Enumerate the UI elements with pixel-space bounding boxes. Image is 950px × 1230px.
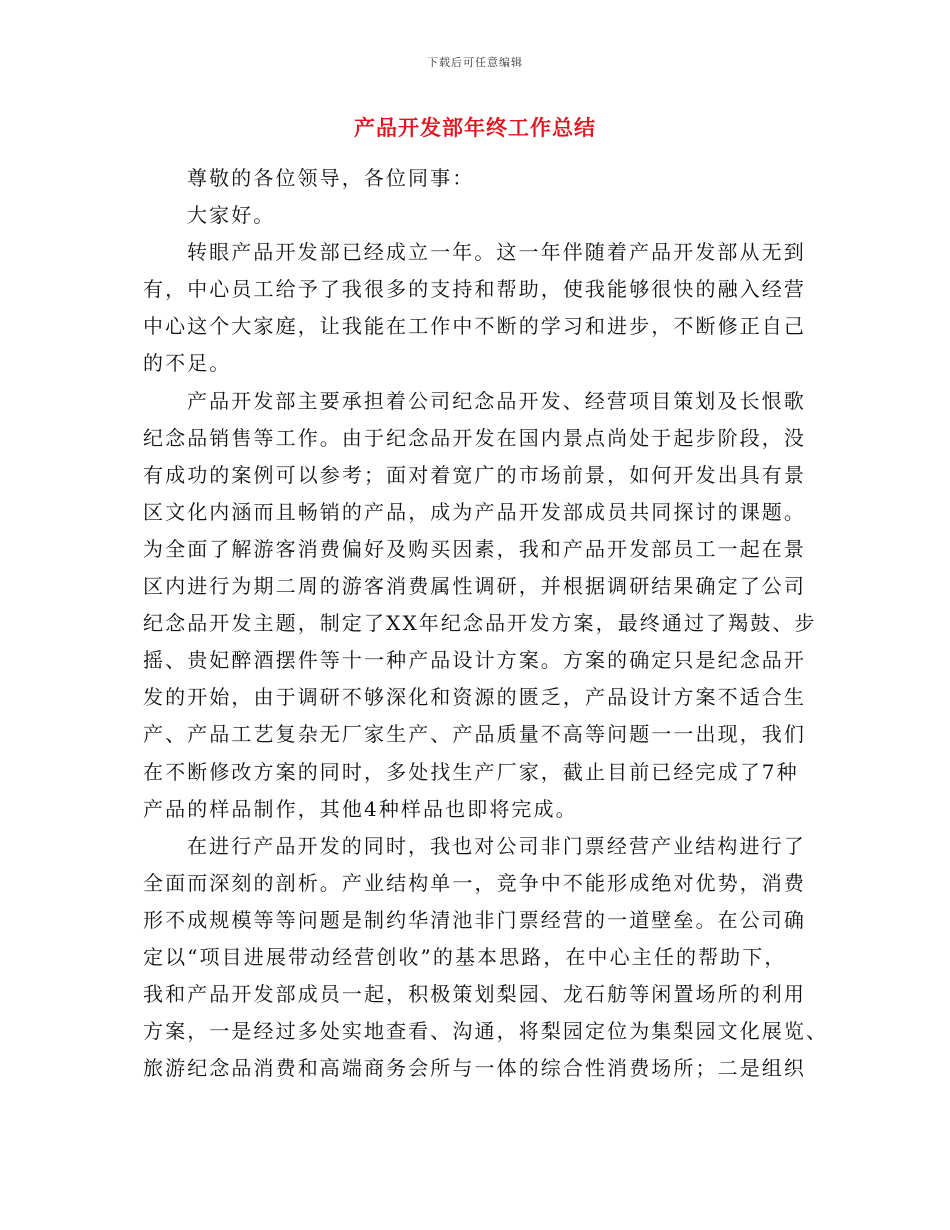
text-line: 区内进行为期二周的游客消费属性调研，并根据调研结果确定了公司 [143, 574, 806, 599]
text-line: 中心这个大家庭，让我能在工作中不断的学习和进步，不断修正自己 [143, 314, 806, 339]
text-line: 区文化内涵而且畅销的产品，成为产品开发部成员共同探讨的课题。 [143, 499, 806, 524]
text-line: 摇、贵妃醉酒摆件等十一种产品设计方案。方案的确定只是纪念品开 [143, 648, 806, 673]
text-line: 在不断修改方案的同时，多处找生产厂家，截止目前已经完成了7种 [143, 759, 799, 784]
text-line: 旅游纪念品消费和高端商务会所与一体的综合性消费场所；二是组织 [143, 1056, 806, 1081]
text-line: 有，中心员工给予了我很多的支持和帮助，使我能够很快的融入经营 [143, 277, 806, 302]
document-title: 产品开发部年终工作总结 [354, 115, 596, 140]
text-line: 产、产品工艺复杂无厂家生产、产品质量不高等问题一一出现，我们 [143, 722, 806, 747]
text-line: 发的开始，由于调研不够深化和资源的匮乏，产品设计方案不适合生 [143, 685, 806, 710]
text-line: 定以“项目进展带动经营创收”的基本思路，在中心主任的帮助下， [143, 944, 787, 969]
text-line: 纪念品开发主题，制定了XX年纪念品开发方案，最终通过了羯鼓、步 [143, 611, 817, 636]
text-line: 形不成规模等等问题是制约华清池非门票经营的一道壁垒。在公司确 [143, 907, 806, 932]
text-line: 大家好。 [187, 203, 276, 228]
text-line: 为全面了解游客消费偏好及购买因素，我和产品开发部员工一起在景 [143, 536, 806, 561]
text-line: 方案，一是经过多处实地查看、沟通，将梨园定位为集梨园文化展览、 [143, 1019, 829, 1044]
text-line: 有成功的案例可以参考；面对着宽广的市场前景，如何开发出具有景 [143, 462, 806, 487]
document-body [143, 160, 829, 1087]
text-line: 的不足。 [143, 351, 232, 376]
text-line: 产品开发部主要承担着公司纪念品开发、经营项目策划及长恨歌 [187, 388, 806, 413]
text-line: 转眼产品开发部已经成立一年。这一年伴随着产品开发部从无到 [187, 240, 806, 265]
header-note: 下载后可任意编辑 [427, 56, 523, 69]
text-line: 产品的样品制作，其他4种样品也即将完成。 [143, 796, 578, 821]
text-line: 全面而深刻的剖析。产业结构单一，竞争中不能形成绝对优势，消费 [143, 870, 806, 895]
text-line: 尊敬的各位领导，各位同事： [187, 166, 475, 190]
text-line: 在进行产品开发的同时，我也对公司非门票经营产业结构进行了 [187, 833, 806, 858]
text-line: 纪念品销售等工作。由于纪念品开发在国内景点尚处于起步阶段，没 [143, 425, 806, 450]
text-line: 我和产品开发部成员一起，积极策划梨园、龙石舫等闲置场所的利用 [143, 982, 806, 1007]
